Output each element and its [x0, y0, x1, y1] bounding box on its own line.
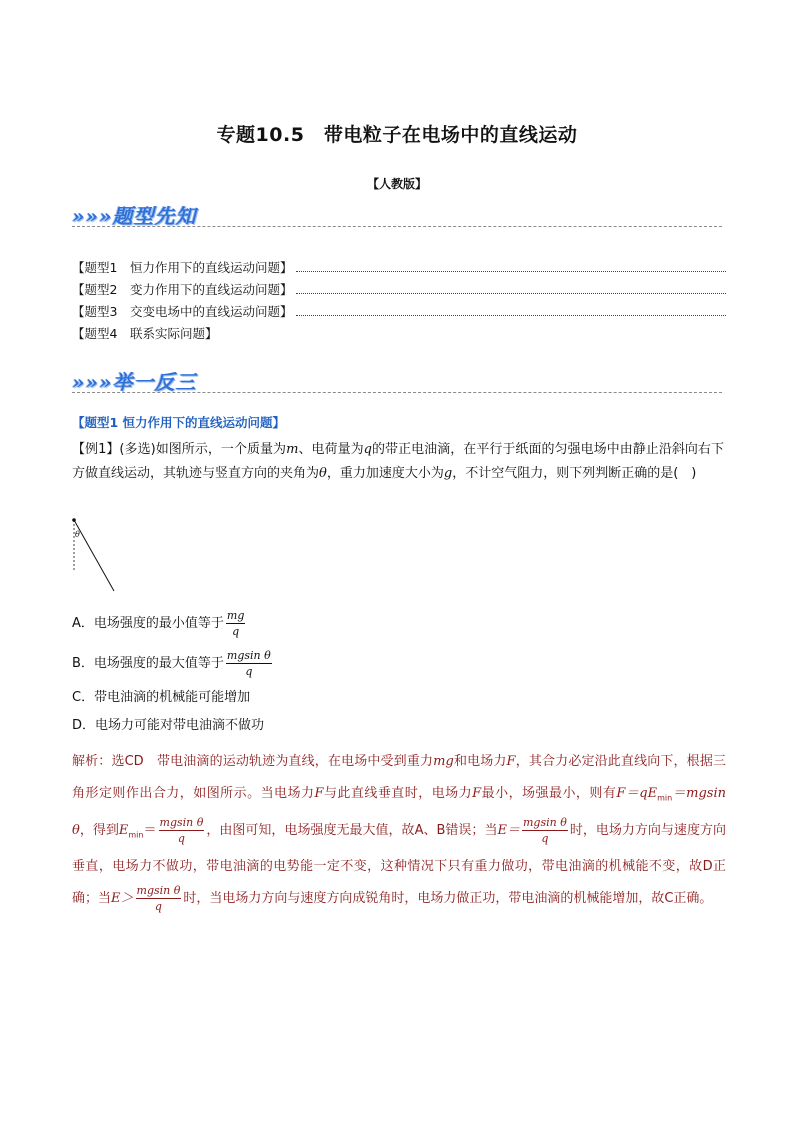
fraction-denominator: q [154, 900, 162, 914]
example-tag: 【例1】 [72, 442, 120, 457]
fraction [159, 817, 205, 844]
var-F: F [506, 754, 516, 769]
toc-leader-dots [296, 306, 726, 316]
toc-item[interactable] [72, 258, 726, 280]
toc-item[interactable] [72, 324, 726, 346]
equation: ＝mgsin θ [72, 786, 726, 838]
analysis-segment: 和电场力 [453, 754, 507, 769]
equation: ＝ [143, 822, 157, 838]
fraction [136, 885, 182, 912]
example-question [72, 438, 724, 486]
option-c[interactable] [72, 688, 250, 708]
fraction-denominator: q [541, 831, 549, 845]
question-text: ，重力加速度大小为 [326, 466, 444, 481]
multi-choice-tag: (多选) [119, 442, 156, 457]
analysis-segment: ，得到 [79, 822, 119, 838]
toc-item-label: 【题型1 恒力作用下的直线运动问题】 [72, 260, 293, 275]
toc-leader-dots [296, 284, 726, 294]
var-g: g [443, 466, 453, 481]
question-text: 的带正电油滴，在平行于纸面的匀强电场中由静止沿斜向右下方做直线运动，其轨迹与竖直方向的夹角为 [72, 442, 724, 481]
trajectory-diagram [70, 515, 130, 595]
option-d[interactable] [72, 716, 264, 736]
problem-type-heading: 【题型1 恒力作用下的直线运动问题】 [72, 415, 286, 430]
overview-section-banner [72, 200, 722, 230]
trajectory-line [74, 520, 114, 591]
question-text: 、电荷量为 [298, 442, 364, 457]
option-text: D．电场力可能对带电油滴不做功 [72, 718, 265, 733]
practice-banner-text: »»»举一反三 [72, 370, 197, 394]
page-title: 专题10.5 带电粒子在电场中的直线运动 [216, 124, 578, 146]
overview-banner-text: »»»题型先知 [72, 204, 197, 228]
option-a[interactable] [72, 610, 247, 637]
var-F: F [314, 786, 324, 801]
analysis-segment: 与此直线垂直时，电场力 [323, 786, 473, 801]
toc-item-label: 【题型3 交变电场中的直线运动问题】 [72, 304, 293, 319]
fraction-denominator: q [245, 665, 253, 678]
angle-label: θ [75, 530, 80, 539]
question-text: 如图所示，一个质量为 [155, 442, 287, 457]
fraction-numerator: mgsin θ [159, 815, 204, 829]
fraction [226, 650, 272, 677]
equation: F＝qE [616, 786, 658, 801]
analysis-segment: ，由图可知，电场强度无最大值，故A、B错误；当 [206, 822, 498, 838]
option-text: A．电场强度的最小值等于 [72, 615, 224, 631]
toc-leader-dots [296, 262, 726, 272]
equation: E＝ [497, 822, 520, 838]
var-mg: mg [433, 754, 454, 769]
analysis-segment: ，其合力必定沿此直线向下，根据三角形定则作出合力，如图所示。当电场力 [72, 754, 726, 801]
analysis-segment: 最小，场强最小，则有 [481, 786, 617, 801]
banner-divider [72, 226, 722, 227]
fraction-denominator: q [177, 831, 185, 845]
fraction [522, 817, 568, 844]
analysis-segment: 时，电场力方向与速度方向垂直，电场力不做功，带电油滴的电势能一定不变，这种情况下只有重力做功，带电油滴的机械能不变，故D正确；当 [72, 822, 726, 907]
equation: E＞ [111, 891, 134, 907]
fraction-numerator: mg [226, 609, 245, 622]
option-text: B．电场强度的最大值等于 [72, 655, 224, 671]
toc-item-label: 【题型2 变力作用下的直线运动问题】 [72, 282, 293, 297]
trajectory-figure [70, 515, 130, 595]
equation-subscript: min [657, 793, 673, 803]
option-b[interactable] [72, 650, 274, 677]
banner-divider [72, 392, 722, 393]
fraction [226, 610, 245, 637]
var-F: F [472, 786, 482, 801]
var-m: m [286, 442, 299, 457]
option-text: C．带电油滴的机械能可能增加 [72, 690, 251, 705]
fraction-numerator: mgsin θ [522, 815, 567, 829]
analysis-segment: 时，当电场力方向与速度方向成锐角时，电场力做正功，带电油滴的机械能增加，故C正确。 [183, 891, 713, 907]
practice-section-banner [72, 366, 722, 396]
toc-item-label: 【题型4 联系实际问题】 [72, 326, 218, 341]
var-theta: θ [319, 466, 327, 481]
fraction-numerator: mgsin θ [226, 649, 271, 662]
edition-label: 【人教版】 [366, 177, 427, 191]
toc-item[interactable] [72, 280, 726, 302]
equation: E [118, 822, 129, 838]
var-q: q [363, 442, 372, 457]
analysis-segment: 解析：选CD 带电油滴的运动轨迹为直线，在电场中受到重力 [72, 754, 434, 769]
fraction-numerator: mgsin θ [136, 884, 181, 898]
question-text: ，不计空气阻力，则下列判断正确的是( ) [452, 466, 697, 481]
table-of-contents [72, 258, 726, 346]
toc-item[interactable] [72, 302, 726, 324]
equation-subscript: min [128, 830, 144, 840]
fraction-denominator: q [232, 625, 240, 638]
analysis-text [72, 746, 726, 915]
